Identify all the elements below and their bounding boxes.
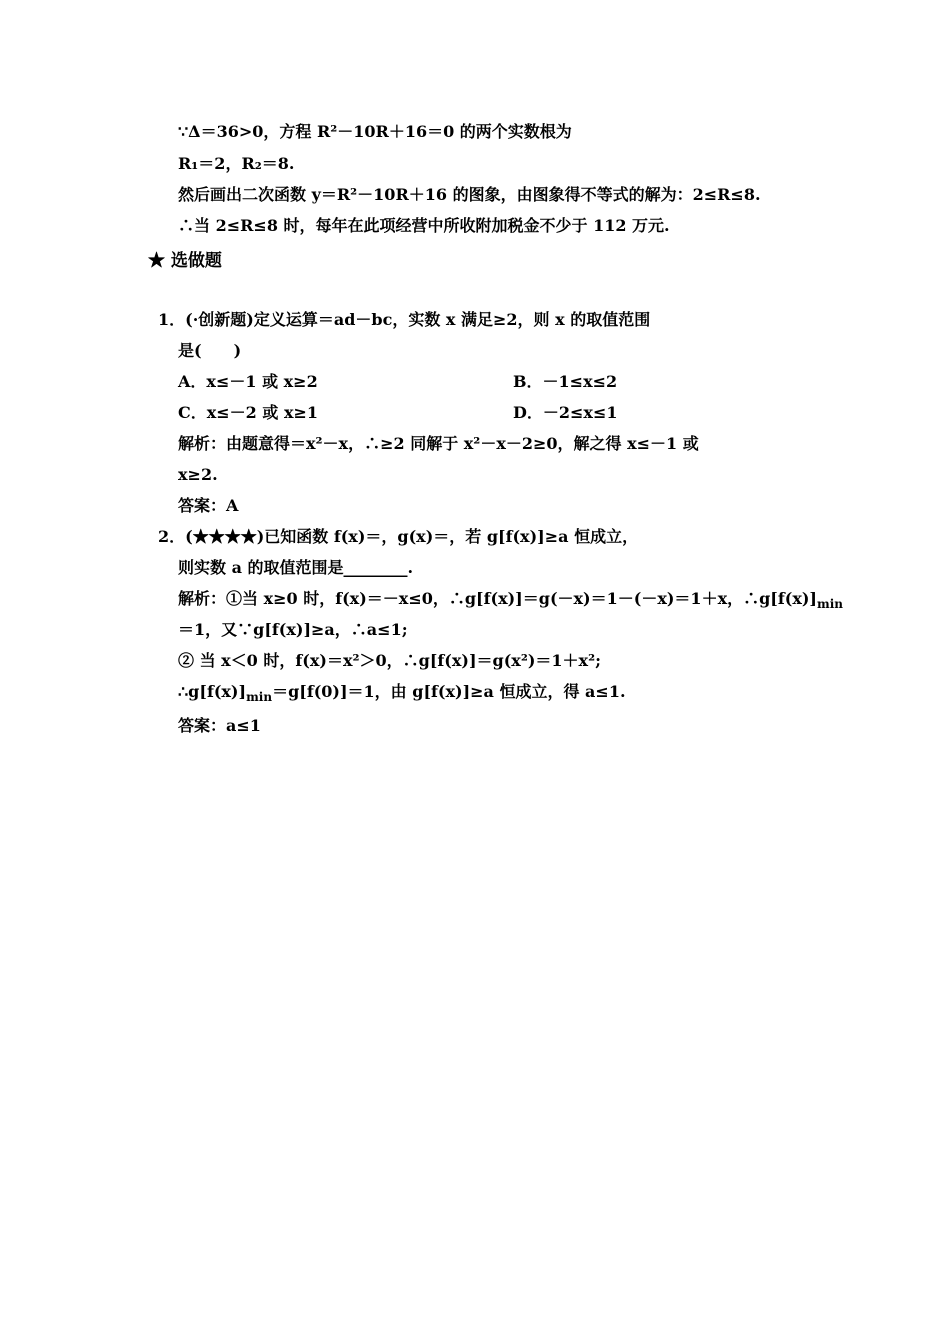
question-1-option-c: C．x≤－2 或 x≥1 [178,403,319,422]
min-subscript: min [246,690,273,705]
solution-line-4: ∴当 2≤R≤8 时，每年在此项经营中所收附加税金不少于 112 万元. [178,216,670,235]
question-1-answer: 答案：A [178,496,239,515]
question-2-analysis-4 [178,682,626,707]
solution-line-2: R₁＝2，R₂＝8. [178,154,295,173]
question-2-stem: 2．(★★★★)已知函数 f(x)＝，g(x)＝，若 g[f(x)]≥a 恒成立， [158,527,639,546]
question-1-option-b: B．－1≤x≤2 [513,372,618,391]
section-heading: ★ 选做题 [148,251,222,271]
analysis-text-post: ＝g[f(0)]＝1，由 g[f(x)]≥a 恒成立，得 a≤1. [272,682,626,701]
question-1-analysis-cont: x≥2. [178,465,218,484]
analysis-text-pre: ∴g[f(x)] [178,682,247,701]
question-1-stem-cont: 是( ) [178,341,242,360]
question-2-answer: 答案：a≤1 [178,716,261,735]
question-1-option-d: D．－2≤x≤1 [513,403,618,422]
question-2-analysis-1 [178,589,843,614]
solution-line-1: ∵Δ＝36>0，方程 R²－10R＋16＝0 的两个实数根为 [178,122,572,141]
min-subscript: min [817,597,843,612]
question-2-analysis-3: ② 当 x＜0 时，f(x)＝x²＞0，∴g[f(x)]＝g(x²)＝1＋x²; [178,651,601,670]
analysis-text: 解析：①当 x≥0 时，f(x)＝－x≤0，∴g[f(x)]＝g(－x)＝1－(－x)＝1＋x，∴g[f(x)] [178,589,817,608]
question-1-stem: 1．(·创新题)定义运算＝ad－bc，实数 x 满足≥2，则 x 的取值范围 [158,310,651,329]
solution-line-3: 然后画出二次函数 y＝R²－10R＋16 的图象，由图象得不等式的解为：2≤R≤8. [178,185,761,204]
question-2-analysis-2: ＝1，又∵g[f(x)]≥a，∴a≤1; [178,620,408,639]
question-1-option-a: A．x≤－1 或 x≥2 [178,372,318,391]
question-1-analysis: 解析：由题意得＝x²－x，∴≥2 同解于 x²－x－2≥0，解之得 x≤－1 或 [178,434,699,453]
question-2-stem-cont: 则实数 a 的取值范围是________. [178,558,414,577]
